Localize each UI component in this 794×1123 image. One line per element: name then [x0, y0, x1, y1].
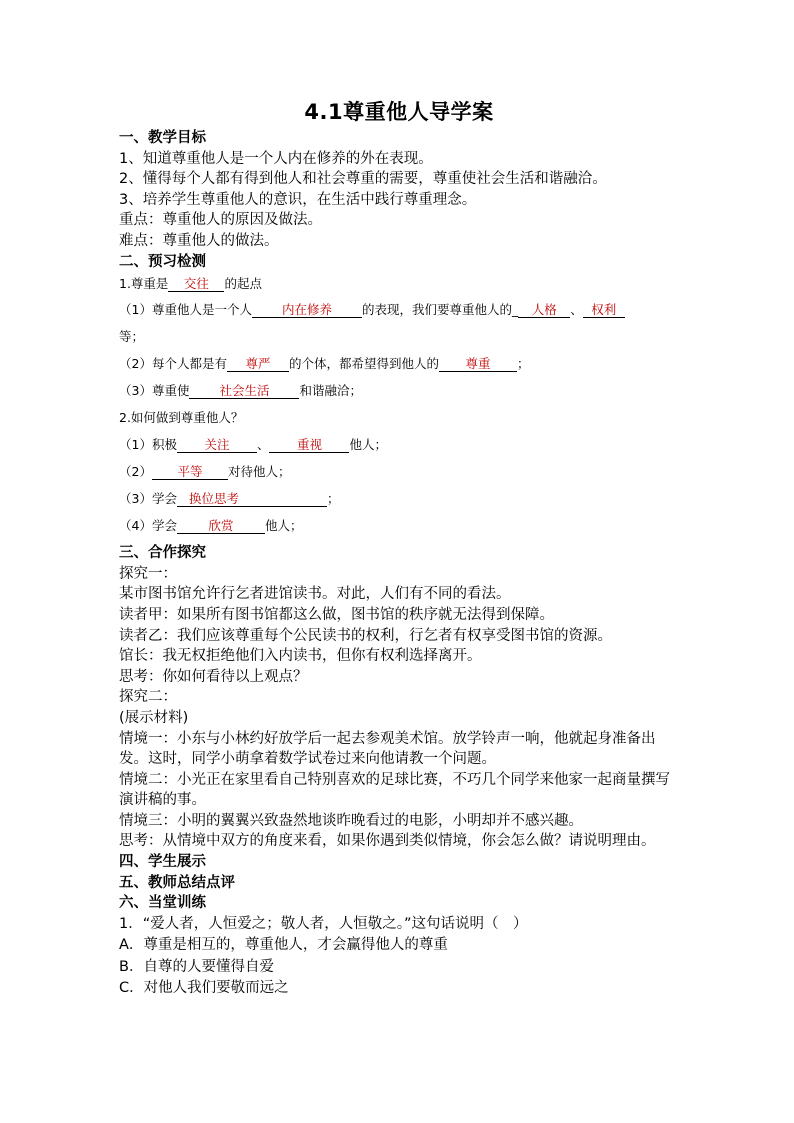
section-heading-preview: 二、预习检测	[119, 253, 206, 270]
question-text: （1）尊重他人是一个人	[119, 302, 252, 318]
answer-text: 尊重	[465, 356, 491, 372]
answer-blank	[227, 356, 289, 372]
answer-blank	[439, 356, 517, 372]
preview-question-2-2	[119, 458, 679, 485]
separator: 、	[256, 437, 270, 453]
scenario-2: 情境二：小光正在家里看自己特别喜欢的足球比赛，不巧几个同学来他家一起商量撰写演讲稿的事。	[119, 771, 670, 809]
answer-text: 社会生活	[219, 383, 270, 399]
practice-question: 1．“爱人者，人恒爱之；敬人者，人恒敬之。”这句话说明（ ）	[119, 915, 528, 932]
answer-text: 关注	[204, 437, 230, 453]
answer-text: 重视	[296, 437, 322, 453]
answer-blank	[177, 437, 257, 453]
answer-blank	[152, 464, 228, 480]
question-text: 和谐融洽；	[299, 383, 362, 399]
objective-line: 3、培养学生尊重他人的意识，在生活中践行尊重理念。	[119, 191, 477, 208]
separator: 、	[570, 302, 583, 318]
scenario-1: 情境一：小东与小林约好放学后一起去参观美术馆。放学铃声一响，他就起身准备出发。这时，同学小萌拿着数学试卷过来向他请教一个问题。	[119, 730, 656, 768]
answer-text: 交往	[183, 276, 209, 292]
question-text: ；	[516, 356, 530, 372]
document-page	[119, 98, 679, 1000]
question-text: 对待他人；	[227, 464, 291, 480]
answer-text: 平等	[177, 464, 203, 480]
answer-blank	[252, 302, 362, 318]
objective-line: 2、懂得每个人都有得到他人和社会尊重的需要，尊重使社会生活和谐融洽。	[119, 171, 607, 188]
question-text: 的表现，我们要尊重他人的_	[361, 302, 519, 318]
answer-text: 尊严	[245, 356, 271, 372]
answer-blank	[269, 437, 349, 453]
question-text: （1）积极	[119, 437, 177, 453]
preview-question-2-4	[119, 512, 679, 539]
answer-blank	[189, 383, 299, 399]
question-text: （2）每个人都是有	[119, 356, 227, 372]
inquiry-line: 某市图书馆允许行乞者进馆读书。对此，人们有不同的看法。	[119, 586, 511, 603]
inquiry-line: 探究二：	[119, 689, 177, 706]
objective-line: 1、知道尊重他人是一个人内在修养的外在表现。	[119, 150, 433, 167]
preview-question-1-1	[119, 296, 679, 323]
scenario-3: 情境三：小明的翼翼兴致盎然地谈昨晚看过的电影，小明却并不感兴趣。	[119, 812, 583, 829]
inquiry-line: 读者甲：如果所有图书馆都这么做，图书馆的秩序就无法得到保障。	[119, 606, 554, 623]
inquiry-line: 探究一：	[119, 565, 177, 582]
section-heading-objectives: 一、教学目标	[119, 130, 206, 146]
page-title: 4.1尊重他人导学案	[304, 100, 494, 124]
preview-question-1	[119, 272, 679, 296]
question-text: 的个体，都希望得到他人的	[288, 356, 439, 372]
answer-blank	[177, 518, 265, 534]
inquiry-line: 思考：你如何看待以上观点？	[119, 668, 308, 685]
answer-text: 权利	[591, 302, 617, 318]
question-text: 的起点	[224, 276, 262, 292]
question-text: （2）	[119, 464, 152, 480]
inquiry-line: (展示材料)	[119, 709, 189, 726]
preview-question-2-1	[119, 431, 679, 458]
think-question: 思考：从情境中双方的角度来看，如果你遇到类似情境，你会怎么做？请说明理由。	[119, 833, 656, 850]
section-heading-practice: 六、当堂训练	[119, 895, 206, 912]
preview-question-2: 2.如何做到尊重他人？	[119, 410, 244, 426]
preview-question-1-2	[119, 350, 679, 377]
answer-blank	[583, 302, 625, 318]
answer-blank	[168, 276, 224, 292]
option-c: C．对他人我们要敬而远之	[119, 980, 289, 997]
preview-question-1-1-cont: 等；	[119, 329, 145, 345]
inquiry-line: 读者乙：我们应该尊重每个公民读书的权利，行乞者有权享受图书馆的资源。	[119, 627, 612, 644]
question-text: 他人；	[264, 518, 303, 534]
section-heading-inquiry: 三、合作探究	[119, 545, 206, 562]
preview-question-2-3	[119, 485, 679, 512]
answer-text: 内在修养	[281, 302, 332, 318]
question-text: ；	[326, 491, 340, 507]
answer-text: 换位思考	[188, 491, 239, 507]
section-heading-student-show: 四、学生展示	[119, 854, 206, 871]
key-point-line: 重点：尊重他人的原因及做法。	[119, 212, 322, 229]
difficult-point-line: 难点：尊重他人的做法。	[119, 232, 279, 249]
question-text: （4）学会	[119, 518, 177, 534]
answer-blank	[177, 491, 327, 507]
option-b: B．自尊的人要懂得自爱	[119, 958, 274, 975]
answer-text: 欣赏	[208, 518, 234, 534]
question-text: （3）学会	[119, 491, 177, 507]
question-text: 他人；	[349, 437, 387, 453]
question-text: （3）尊重使	[119, 383, 190, 399]
answer-text: 人格	[531, 302, 557, 318]
question-text: 1.尊重是	[119, 276, 169, 292]
section-heading-teacher-summary: 五、教师总结点评	[119, 874, 235, 891]
answer-blank	[518, 302, 570, 318]
option-a: A．尊重是相互的，尊重他人，才会赢得他人的尊重	[119, 937, 448, 954]
inquiry-line: 馆长：我无权拒绝他们入内读书，但你有权利选择离开。	[119, 648, 482, 665]
preview-question-1-3	[119, 377, 679, 404]
